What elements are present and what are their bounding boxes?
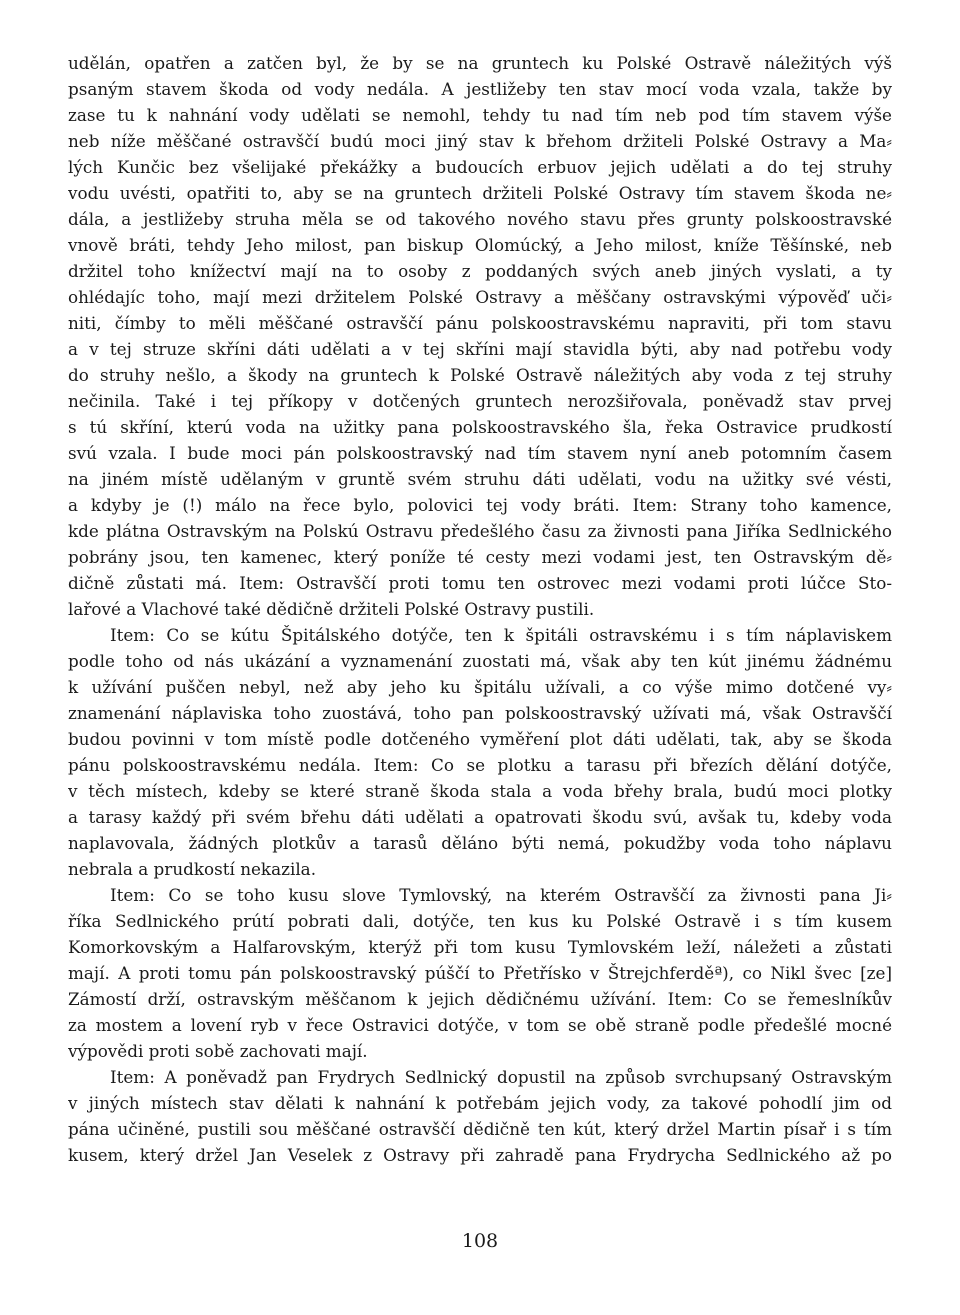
text-line: ohlédajíc toho, mají mezi držitelem Polské Ostravy a měščany ostravskými výpověď uči⸗ [68,287,892,307]
text-line: svú vzala. I bude moci pán polskoostravský nad tím stavem nyní aneb potomním časem [68,443,892,463]
text-line: naplavovala, žádných plotkův a tarasů děláno býti nemá, pokudžby voda toho náplavu [68,833,892,853]
text-line: podle toho od nás ukázání a vyznamenání zuostati má, však aby ten kút jinému žádnému [68,651,892,671]
text-line: a v tej struze skříni dáti udělati a v tej skříni mají stavidla býti, aby nad potřebu vody [68,339,892,359]
paragraph-end-line: výpovědi proti sobě zachovati mají. [68,1041,368,1061]
text-line: s tú skříní, kterú voda na užitky pana polskoostravského šla, řeka Ostravice prudkostí [68,417,892,437]
text-line: dičně zůstati má. Item: Ostravščí proti tomu ten ostrovec mezi vodami proti lúčce Sto- [68,573,892,593]
text-line: lých Kunčic bez všelijaké překážky a budoucích erbuov jejich udělati a do tej struhy [68,157,892,177]
paragraph-end-line: nebrala a prudkostí nekazila. [68,859,317,879]
text-line: udělán, opatřen a zatčen byl, že by se na gruntech ku Polské Ostravě náležitých výš [68,53,892,73]
page-number: 108 [461,1230,499,1252]
text-line: budou povinni v tom místě podle dotčeného vyměření plot dáti udělati, tak, aby se škoda [68,729,892,749]
text-line: mají. A proti tomu pán polskoostravský púščí to Přetřísko v Štrejchferděª), co Nikl švec [ze] [68,963,892,983]
text-line: říka Sedlnického prútí pobrati dali, dotýče, ten kus ku Polské Ostravě i s tím kusem [68,911,892,931]
text-line: vodu uvésti, opatřiti to, aby se na gruntech držiteli Polské Ostravy tím stavem škoda ne⸗ [68,183,892,203]
text-line: Komorkovským a Halfarovským, kterýž při tom kusu Tymlovském leží, náležeti a zůstati [68,937,892,957]
text-line: za mostem a lovení ryb v řece Ostravici dotýče, v tom se obě straně podle předešlé mocné [68,1015,892,1035]
text-line: pobrány jsou, ten kamenec, který poníže té cesty mezi vodami jest, ten Ostravským dě⸗ [68,547,892,567]
paragraph-start-line: Item: A poněvadž pan Frydrych Sedlnický dopustil na způsob svrchupsaný Ostravským [110,1067,892,1087]
text-line: k užívání puščen nebyl, než aby jeho ku špitálu užívali, a co výše mimo dotčené vy⸗ [68,677,892,697]
text-line: držitel toho knížectví mají na to osoby z poddaných svých aneb jiných vyslati, a ty [68,261,892,281]
text-line: psaným stavem škoda od vody nedála. A jestližeby ten stav mocí voda vzala, takže by [68,79,892,99]
text-line: na jiném místě udělaným v gruntě svém struhu dáti udělati, vodu na užitky své vésti, [68,469,892,489]
paragraph-start-line: Item: Co se kútu Špitálského dotýče, ten k špitáli ostravskému i s tím náplaviskem [110,625,892,645]
text-line: Zámostí drží, ostravským měščanom k jejich dědičnému užívání. Item: Co se řemeslníkův [68,989,892,1009]
text-line: dála, a jestližeby struha měla se od takového nového stavu přes grunty polskoostravské [68,209,892,229]
text-line: niti, čímby to měli měščané ostravščí pánu polskoostravskému napraviti, při tom stavu [68,313,892,333]
text-line: a kdyby je (!) málo na řece bylo, polovici tej vody bráti. Item: Strany toho kamence, [68,495,892,515]
text-line: vnově bráti, tehdy Jeho milost, pan biskup Olomúcký, a Jeho milost, kníže Těšínské, neb [68,235,892,255]
text-line: neb níže měščané ostravščí budú moci jiný stav k břehom držiteli Polské Ostravy a Ma⸗ [68,131,892,151]
text-line: nečinila. Také i tej příkopy v dotčených gruntech nerozšiřovala, poněvadž stav prvej [68,391,892,411]
paragraph-start-line: Item: Co se toho kusu slove Tymlovský, na kterém Ostravščí za živnosti pana Ji⸗ [110,885,892,905]
body-text [68,50,892,1168]
text-line: zase tu k nahnání vody udělati se nemohl, tehdy tu nad tím neb pod tím stavem výše [68,105,892,125]
text-line: pána učiněné, pustili sou měščané ostravščí dědičně ten kút, který držel Martin písař i s tím [68,1119,892,1139]
text-line: v jiných místech stav dělati k nahnání k potřebám jejich vody, za takové pohodlí jim od [68,1093,892,1113]
text-line: kusem, který držel Jan Veselek z Ostravy při zahradě pana Frydrycha Sedlnického až po [68,1145,892,1165]
text-line: do struhy nešlo, a škody na gruntech k Polské Ostravě náležitých aby voda z tej struhy [68,365,892,385]
text-line: kde plátna Ostravským na Polskú Ostravu předešlého času za živnosti pana Jiříka Sedlnického [68,521,892,541]
paragraph-end-line: lařové a Vlachové také dědičně držiteli Polské Ostravy pustili. [68,599,595,619]
text-line: pánu polskoostravskému nedála. Item: Co se plotku a tarasu při březích dělání dotýče, [68,755,892,775]
text-line: znamenání náplaviska toho zuostává, toho pan polskoostravský užívati má, však Ostravščí [68,703,892,723]
text-line: v těch místech, kdeby se které straně škoda stala a voda břehy brala, budú moci plotky [68,781,892,801]
text-line: a tarasy každý při svém břehu dáti udělati a opatrovati škodu svú, avšak tu, kdeby voda [68,807,892,827]
